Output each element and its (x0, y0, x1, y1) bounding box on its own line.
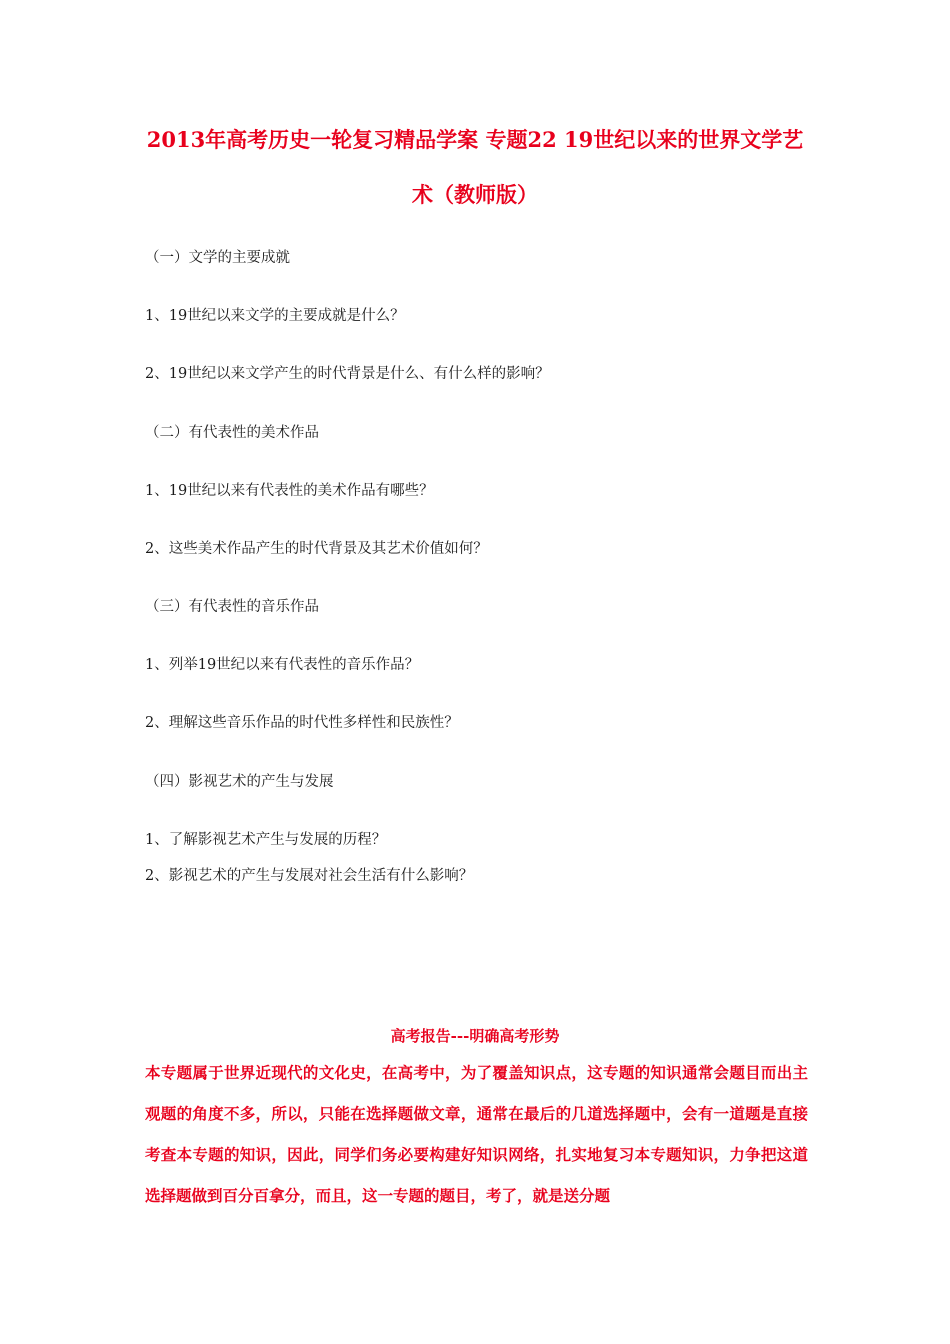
section-4-question-1: 1、了解影视艺术产生与发展的历程？ (145, 832, 387, 848)
section-2-question-1: 1、19世纪以来有代表性的美术作品有哪些？ (145, 483, 434, 499)
section-3-question-2: 2、理解这些音乐作品的时代性多样性和民族性？ (145, 715, 459, 731)
section-3-question-1: 1、列举19世纪以来有代表性的音乐作品？ (145, 657, 420, 673)
section-1-question-2: 2、19世纪以来文学产生的时代背景是什么、有什么样的影响？ (145, 366, 550, 382)
section-4-question-2: 2、影视艺术的产生与发展对社会生活有什么影响？ (145, 868, 474, 884)
section-1-heading: （一）文学的主要成就 (145, 250, 290, 266)
document-title: 2013年高考历史一轮复习精品学案 专题22 19世纪以来的世界文学艺术（教师版） (146, 127, 804, 207)
section-1-question-1: 1、19世纪以来文学的主要成就是什么？ (145, 308, 405, 324)
report-heading: 高考报告---明确高考形势 (390, 1027, 560, 1045)
section-3-heading: （三）有代表性的音乐作品 (145, 599, 319, 615)
section-4-heading: （四）影视艺术的产生与发展 (145, 774, 334, 790)
report-body: 本专题属于世界近现代的文化史，在高考中，为了覆盖知识点，这专题的知识通常会题目而出主观题的角度不多，所以，只能在选择题做文章，通常在最后的几道选择题中，会有一道题是直接考查本专题的知识，因此，同学们务必要构建好知识网络，扎实地复习本专题知识，力争把这道选择题做到百分百拿分，而且，这一专题的题目，考了，就是送分题 (145, 1063, 808, 1205)
section-2-heading: （二）有代表性的美术作品 (145, 425, 319, 441)
section-2-question-2: 2、这些美术作品产生的时代背景及其艺术价值如何？ (145, 541, 488, 557)
